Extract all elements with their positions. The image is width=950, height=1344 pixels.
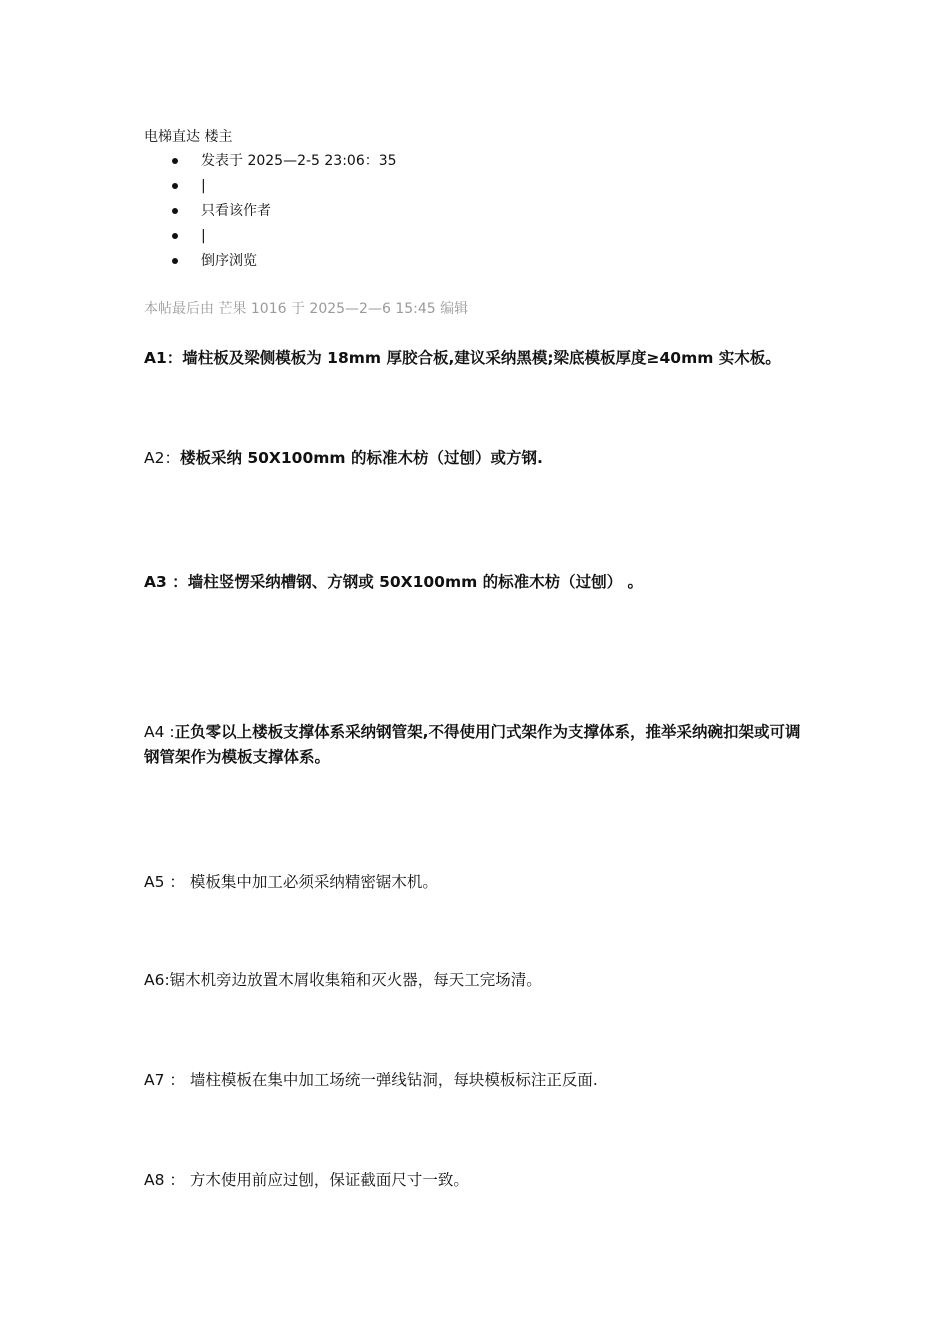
paragraph-a7: A7 ： 墙柱模板在集中加工场统一弹线钻洞，每块模板标注正反面. bbox=[144, 1071, 598, 1089]
meta-item-author-only[interactable] bbox=[144, 202, 397, 227]
paragraph-a5: A5 ： 模板集中加工必须采纳精密锯木机。 bbox=[144, 873, 438, 891]
paragraph-a2-label: A2： bbox=[144, 449, 180, 467]
paragraph-a3-label: A3 ： bbox=[144, 573, 188, 591]
paragraph-a1-label: A1： bbox=[144, 349, 183, 367]
paragraph-a2-text: 楼板采纳 50X100mm 的标准木枋（过刨）或方钢. bbox=[179, 449, 543, 467]
author-only-link[interactable]: 只看该作者 bbox=[201, 203, 271, 219]
bullet-icon bbox=[172, 183, 178, 189]
post-meta-list bbox=[144, 152, 397, 277]
meta-item-separator bbox=[144, 177, 397, 202]
paragraph-a3 bbox=[144, 570, 814, 595]
paragraph-a2 bbox=[144, 446, 814, 471]
separator-text: | bbox=[201, 228, 206, 244]
posted-time-text: 发表于 2025—2-5 23:06：35 bbox=[201, 153, 397, 169]
paragraph-a3-text: 墙柱竖愣采纳槽钢、方钢或 50X100mm 的标准木枋（过刨） 。 bbox=[187, 573, 644, 591]
paragraph-a1 bbox=[144, 346, 814, 371]
bullet-icon bbox=[172, 233, 178, 239]
bullet-icon bbox=[172, 208, 178, 214]
edit-note: 本帖最后由 芒果 1016 于 2025—2—6 15:45 编辑 bbox=[144, 301, 469, 317]
paragraph-a4 bbox=[144, 720, 814, 770]
meta-item-separator bbox=[144, 227, 397, 252]
post-header: 电梯直达 楼主 bbox=[144, 129, 233, 145]
separator-text: | bbox=[201, 178, 206, 194]
paragraph-a8: A8 ： 方木使用前应过刨，保证截面尺寸一致。 bbox=[144, 1171, 469, 1189]
meta-item-posted-time bbox=[144, 152, 397, 177]
meta-item-reverse-order[interactable] bbox=[144, 252, 397, 277]
paragraph-a4-label: A4 : bbox=[144, 723, 175, 741]
paragraph-a4-text: 正负零以上楼板支撑体系采纳钢管架,不得使用门式架作为支撑体系，推举采纳碗扣架或可调钢管架作为模板支撑体系。 bbox=[144, 723, 801, 766]
paragraph-a1-text: 墙柱板及梁侧模板为 18mm 厚胶合板,建议采纳黑模;梁底模板厚度≥40mm 实木板。 bbox=[182, 349, 781, 367]
paragraph-a6: A6:锯木机旁边放置木屑收集箱和灭火器，每天工完场清。 bbox=[144, 971, 542, 989]
bullet-icon bbox=[172, 258, 178, 264]
reverse-order-link[interactable]: 倒序浏览 bbox=[201, 253, 257, 269]
bullet-icon bbox=[172, 158, 178, 164]
